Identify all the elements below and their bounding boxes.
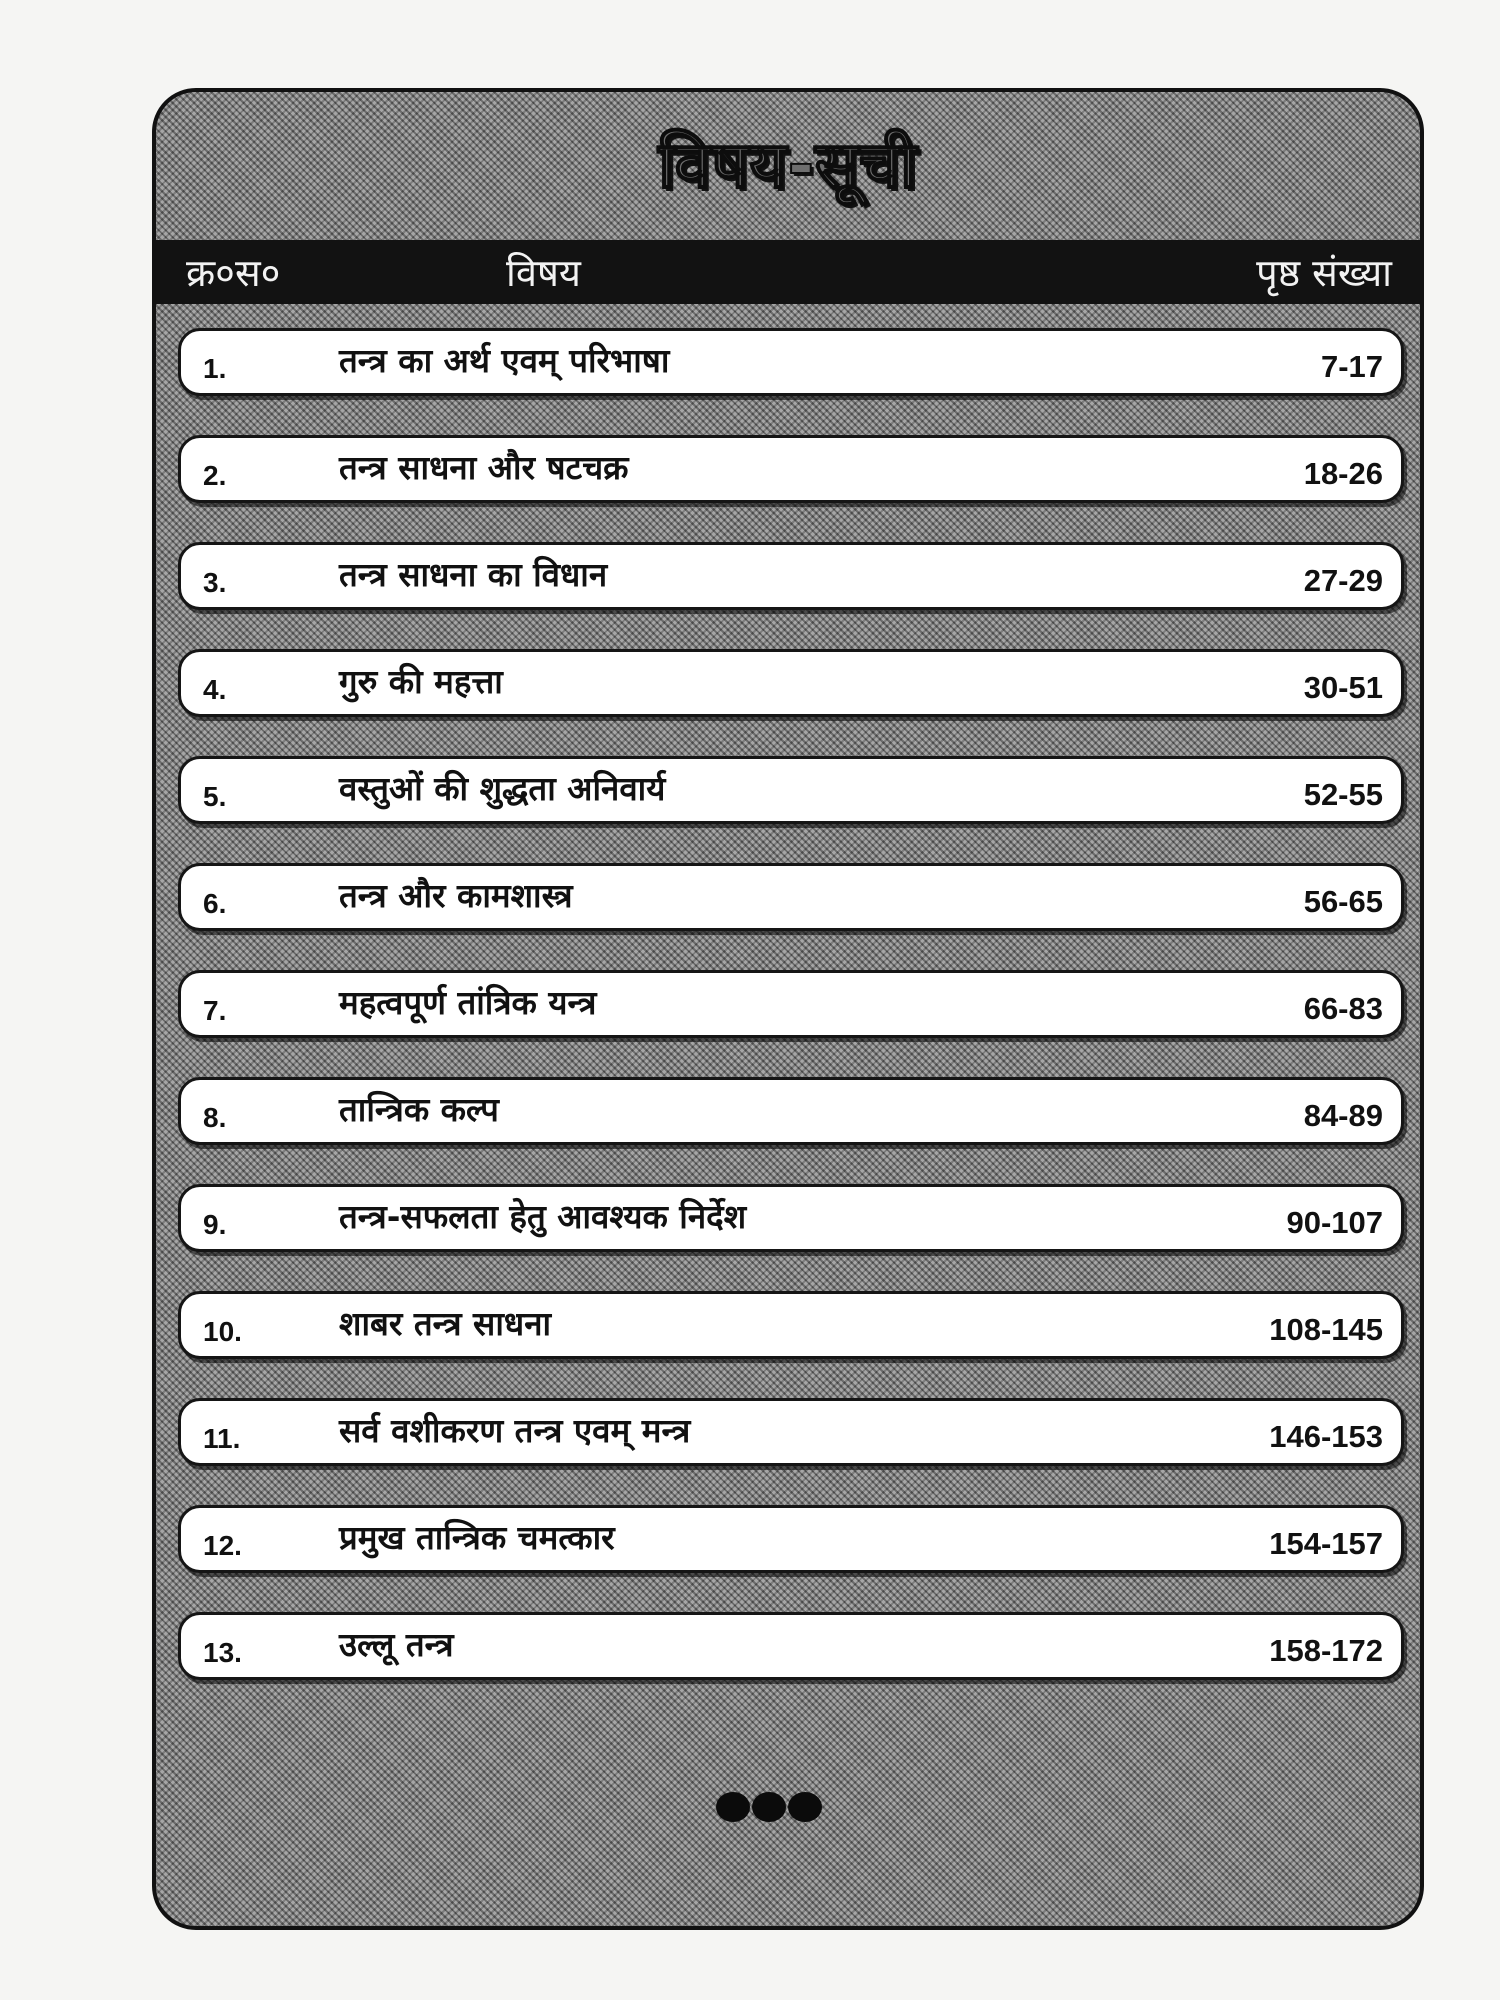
entry-number: 1. xyxy=(203,353,227,384)
ornament-dots xyxy=(716,1792,822,1822)
entry-topic: उल्लू तन्त्र xyxy=(339,1625,454,1664)
page-title: विषय-सूची xyxy=(658,129,918,203)
entry-topic: तन्त्र और कामशास्त्र xyxy=(339,876,573,915)
entry-number: 4. xyxy=(203,674,227,705)
entry-topic: तान्त्रिक कल्प xyxy=(339,1090,499,1129)
entry-number: 5. xyxy=(203,781,227,812)
entry-topic: प्रमुख तान्त्रिक चमत्कार xyxy=(339,1518,615,1557)
dot-icon xyxy=(752,1792,786,1822)
topic-column-header: विषय xyxy=(506,251,581,295)
entry-number: 12. xyxy=(203,1530,242,1561)
contents-row xyxy=(178,1184,1404,1252)
entry-topic: महत्वपूर्ण तांत्रिक यन्त्र xyxy=(339,983,597,1022)
contents-row xyxy=(178,649,1404,717)
entry-number: 6. xyxy=(203,888,227,919)
entry-pages: 56-65 xyxy=(1303,884,1383,919)
entry-pages: 52-55 xyxy=(1303,777,1383,812)
title-area xyxy=(156,92,1420,240)
contents-row xyxy=(178,435,1404,503)
entry-topic: वस्तुओं की शुद्धता अनिवार्य xyxy=(339,769,666,808)
entry-topic: गुरु की महत्ता xyxy=(339,662,503,701)
dot-icon xyxy=(788,1792,822,1822)
entry-topic: तन्त्र साधना और षटचक्र xyxy=(339,448,629,487)
entry-number: 2. xyxy=(203,460,227,491)
contents-row xyxy=(178,1505,1404,1573)
entry-pages: 30-51 xyxy=(1303,670,1383,705)
entry-pages: 154-157 xyxy=(1269,1526,1383,1561)
entry-pages: 108-145 xyxy=(1269,1312,1383,1347)
contents-frame xyxy=(152,88,1424,1930)
entry-number: 9. xyxy=(203,1209,227,1240)
entry-topic: तन्त्र साधना का विधान xyxy=(339,555,608,594)
contents-row xyxy=(178,970,1404,1038)
contents-row xyxy=(178,1398,1404,1466)
contents-row xyxy=(178,1612,1404,1680)
contents-row xyxy=(178,863,1404,931)
entry-topic: तन्त्र-सफलता हेतु आवश्यक निर्देश xyxy=(339,1197,747,1236)
serial-column-header: क्र०स० xyxy=(186,251,281,295)
column-header-bar xyxy=(156,240,1420,304)
entry-number: 3. xyxy=(203,567,227,598)
contents-row xyxy=(178,542,1404,610)
entry-pages: 7-17 xyxy=(1320,349,1383,384)
entry-topic: सर्व वशीकरण तन्त्र एवम् मन्त्र xyxy=(339,1411,691,1450)
contents-row xyxy=(178,1291,1404,1359)
dot-icon xyxy=(716,1792,750,1822)
contents-row xyxy=(178,328,1404,396)
entry-number: 8. xyxy=(203,1102,227,1133)
entry-number: 7. xyxy=(203,995,227,1026)
contents-row xyxy=(178,756,1404,824)
entry-pages: 84-89 xyxy=(1303,1098,1383,1133)
entry-topic: तन्त्र का अर्थ एवम् परिभाषा xyxy=(339,341,670,380)
entry-pages: 90-107 xyxy=(1286,1205,1383,1240)
entry-pages: 66-83 xyxy=(1303,991,1383,1026)
entry-number: 11. xyxy=(203,1423,241,1454)
entry-number: 10. xyxy=(203,1316,242,1347)
entry-number: 13. xyxy=(203,1637,242,1668)
contents-row xyxy=(178,1077,1404,1145)
page-column-header: पृष्ठ संख्या xyxy=(1256,251,1392,295)
entry-pages: 146-153 xyxy=(1269,1419,1383,1454)
entry-pages: 158-172 xyxy=(1269,1633,1383,1668)
entry-pages: 18-26 xyxy=(1303,456,1383,491)
entry-topic: शाबर तन्त्र साधना xyxy=(339,1304,552,1343)
entry-pages: 27-29 xyxy=(1303,563,1383,598)
